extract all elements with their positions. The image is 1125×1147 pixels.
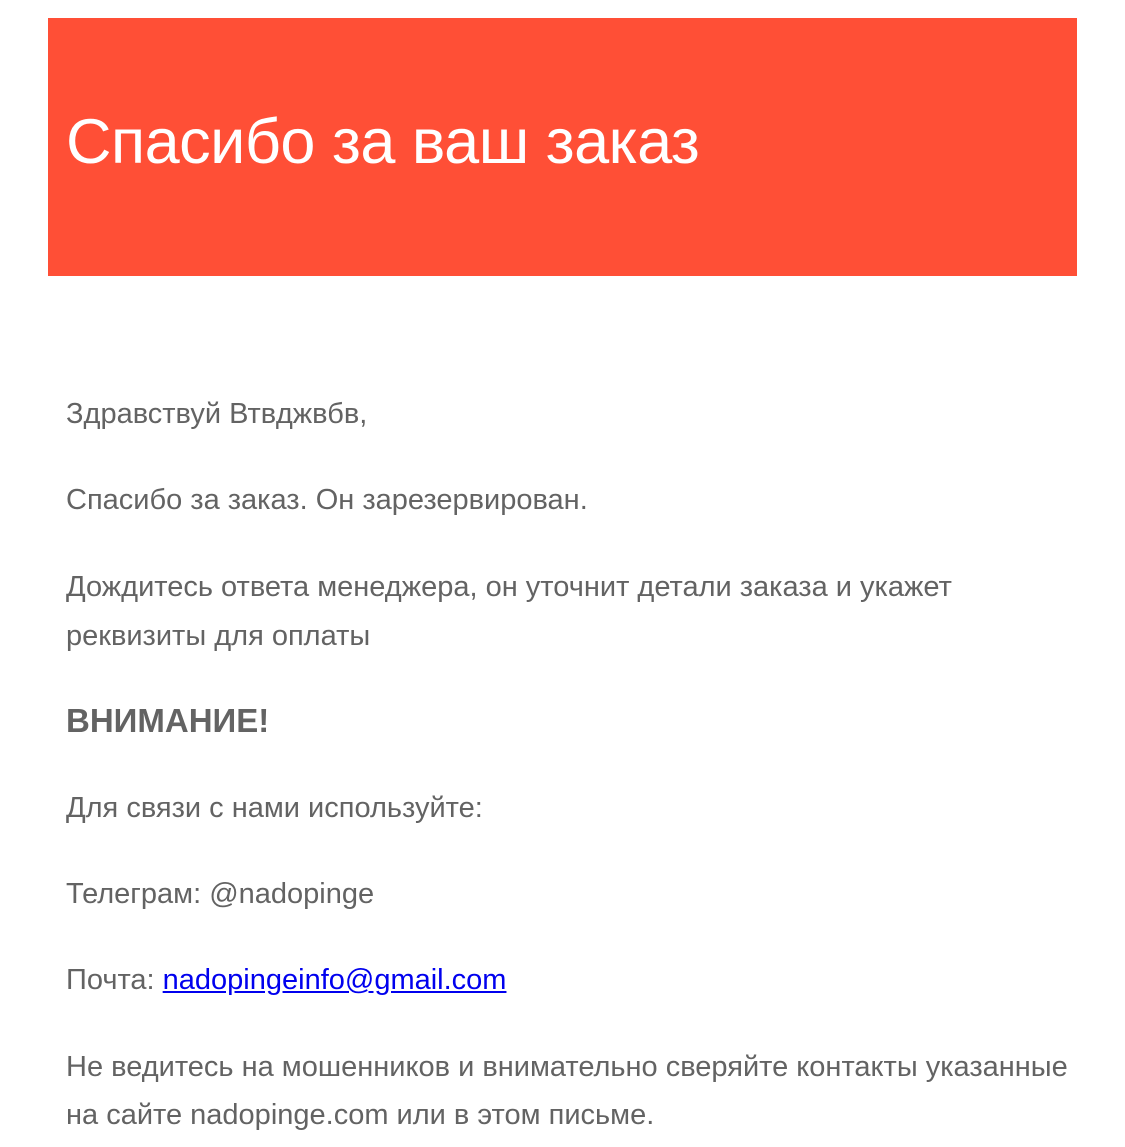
header-banner — [48, 18, 1077, 276]
greeting: Здравствуй Втвджвбв, — [66, 398, 368, 430]
page-title: Спасибо за ваш заказ — [66, 107, 700, 177]
warning-line2: на сайте nadopinge.com или в этом письме. — [66, 1099, 655, 1131]
thanks-text: Спасибо за заказ. Он зарезервирован. — [66, 484, 588, 516]
wait-text-line1: Дождитесь ответа менеджера, он уточнит детали заказа и укажет — [66, 571, 952, 603]
telegram-contact: Телеграм: @nadopinge — [66, 878, 375, 910]
warning-line1: Не ведитесь на мошенников и внимательно сверяйте контакты указанные — [66, 1051, 1068, 1083]
wait-text-line2: реквизиты для оплаты — [66, 620, 371, 652]
email-link[interactable]: nadopingeinfo@gmail.com — [162, 964, 507, 996]
contact-intro: Для связи с нами используйте: — [66, 792, 483, 824]
attention-heading: ВНИМАНИЕ! — [66, 702, 270, 739]
email-container — [48, 18, 1077, 1147]
mail-label: Почта: — [66, 964, 163, 996]
mail-contact — [66, 964, 506, 997]
